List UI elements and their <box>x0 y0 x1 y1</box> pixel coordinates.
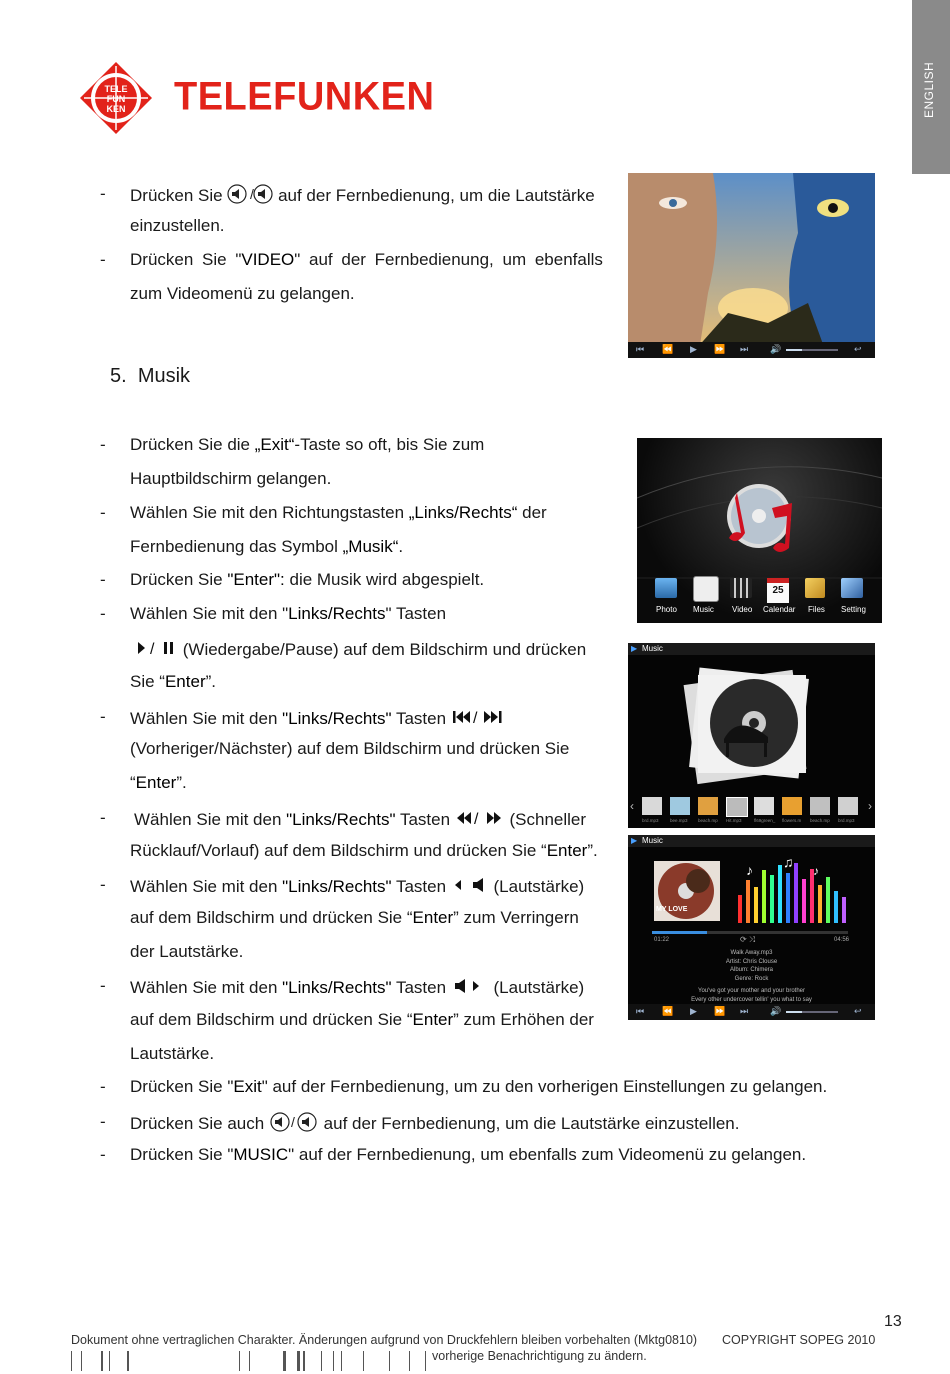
file-thumbnail[interactable] <box>838 797 858 815</box>
music-step-5: Wählen Sie mit den "Links/Rechts" Tasten / <box>130 707 505 729</box>
music-step-10: Drücken Sie auch / auf der Fernbedienung, um die Lautstärke einzustellen. <box>130 1114 740 1133</box>
photo-menu-icon[interactable] <box>655 578 677 598</box>
play-icon: ▶ <box>690 344 697 354</box>
menu-label-calendar: Calendar <box>763 605 796 614</box>
rewind-forward-icon <box>455 808 505 828</box>
footer-copyright: COPYRIGHT SOPEG 2010 <box>722 1333 876 1347</box>
time-elapsed: 01:22 <box>654 937 670 943</box>
svg-text:/: / <box>290 1114 295 1130</box>
playback-control-bar <box>628 342 875 358</box>
music-player-title: Music <box>642 836 663 845</box>
scroll-right-icon[interactable]: › <box>868 799 872 813</box>
repeat-shuffle-icon[interactable]: ⟳ ⤨ <box>740 935 756 944</box>
bullet-dash: - <box>100 184 106 203</box>
music-step-2-line2: Fernbedienung das Symbol „Musik“. <box>130 537 404 556</box>
video-playback-screenshot <box>628 173 875 358</box>
track-info <box>628 949 875 1004</box>
telefunken-logo-emblem <box>78 60 154 136</box>
language-tab-label: ENGLISH <box>922 61 936 118</box>
music-player-screenshot <box>628 835 875 1020</box>
file-thumbnail[interactable] <box>642 797 662 815</box>
music-step-8: Wählen Sie mit den "Links/Rechts" Tasten (Lautstärke) <box>130 978 585 997</box>
music-step-3: Drücken Sie "Enter": die Musik wird abgespielt. <box>130 570 485 589</box>
music-step-4: Wählen Sie mit den "Links/Rechts" Tasten <box>130 604 447 623</box>
music-step-8-line2: auf dem Bildschirm und drücken Sie “Enter” zum Erhöhen der <box>130 1010 594 1029</box>
play-pause-icon <box>134 638 178 658</box>
bullet-dash: - <box>100 1077 106 1096</box>
fast-forward-icon[interactable]: ⏩ <box>714 1006 726 1016</box>
footer-line2: vorherige Benachrichtigung zu ändern. <box>432 1349 647 1363</box>
svg-text:KEN: KEN <box>106 104 126 114</box>
intro-bullet-1: Drücken Sie / auf der Fernbedienung, um die Lautstärke <box>130 186 595 205</box>
music-step-5-line2: (Vorheriger/Nächster) auf dem Bildschirm und drücken Sie <box>130 739 570 758</box>
lyric-line-1: You've got your mother and your brother <box>698 988 805 994</box>
album-art-label: MY LOVE <box>656 906 688 913</box>
track-genre: Genre: Rock <box>734 975 769 982</box>
music-step-6: Wählen Sie mit den "Links/Rechts" Tasten / (Schneller <box>134 810 587 829</box>
bullet-dash: - <box>100 250 106 269</box>
files-menu-icon[interactable] <box>805 578 825 598</box>
music-browser-screenshot: ▶ Music ‹ › brd.mp3 bee.mp3 beach.mp Hit.mp3 fl69green_ flowers.m beach.mp brd.mp3 <box>628 643 875 828</box>
track-album: Album: Chimera <box>729 967 773 973</box>
fast-forward-icon: ⏩ <box>714 344 726 354</box>
bullet-dash: - <box>100 875 106 894</box>
movie-poster-image <box>628 173 875 358</box>
intro-bullet-1-line2: einzustellen. <box>130 216 225 235</box>
play-icon[interactable]: ▶ <box>690 1006 697 1016</box>
menu-label-files: Files <box>808 605 825 614</box>
section-heading: 5. Musik <box>110 365 191 387</box>
volume-down-icon <box>227 184 273 204</box>
main-menu-screenshot <box>637 438 882 623</box>
music-step-7: Wählen Sie mit den "Links/Rechts" Tasten (Lautstärke) <box>130 877 585 896</box>
language-tab <box>912 0 950 174</box>
music-browser-title: Music <box>642 644 663 653</box>
svg-text:/: / <box>150 641 155 658</box>
svg-text:♪: ♪ <box>813 864 819 878</box>
intro-bullet-2: Drücken Sie "VIDEO" auf der Fernbedienung, um ebenfalls <box>130 250 603 269</box>
music-step-4-line3: Sie “Enter”. <box>130 672 216 691</box>
return-icon: ↩ <box>854 344 862 354</box>
previous-icon: ⏮ <box>636 344 645 354</box>
bullet-dash: - <box>100 570 106 589</box>
music-step-1-line2: Hauptbildschirm gelangen. <box>130 469 332 488</box>
music-step-8-line3: Lautstärke. <box>130 1044 215 1063</box>
file-thumbnail-selected[interactable] <box>726 797 748 817</box>
intro-bullet-2-line2: zum Videomenü zu gelangen. <box>130 284 355 303</box>
music-step-6-line2: Rücklauf/Vorlauf) auf dem Bildschirm und drücken Sie “Enter”. <box>130 841 598 860</box>
return-icon[interactable]: ↩ <box>854 1006 862 1016</box>
file-thumbnail[interactable] <box>810 797 830 815</box>
svg-text:/: / <box>250 186 255 202</box>
bullet-dash: - <box>100 976 106 995</box>
volume-icon[interactable]: 🔊 <box>770 1006 782 1016</box>
volume-down-arrow-icon <box>451 875 489 895</box>
bullet-dash: - <box>100 503 106 522</box>
file-thumbnail-strip <box>642 797 862 817</box>
volume-slider <box>786 349 838 351</box>
rewind-icon: ⏪ <box>662 344 674 354</box>
file-thumbnail[interactable] <box>754 797 774 815</box>
volume-icon: 🔊 <box>770 344 782 354</box>
rewind-icon[interactable]: ⏪ <box>662 1006 674 1016</box>
volume-up-down-icon <box>269 1112 319 1132</box>
bullet-dash: - <box>100 604 106 623</box>
volume-slider[interactable] <box>786 1011 838 1013</box>
page-number: 13 <box>884 1313 902 1330</box>
file-thumbnail[interactable] <box>782 797 802 815</box>
music-step-5-line3: “Enter”. <box>130 773 187 792</box>
music-step-11: Drücken Sie "MUSIC" auf der Fernbedienung, um ebenfalls zum Videomenü zu gelangen. <box>130 1145 807 1164</box>
calendar-menu-icon[interactable]: 25 <box>767 578 789 603</box>
music-step-9: Drücken Sie "Exit" auf der Fernbedienung, um zu den vorherigen Einstellungen zu gelangen. <box>130 1077 828 1096</box>
barcode-marks <box>71 1351 431 1371</box>
menu-label-setting: Setting <box>841 605 866 614</box>
bullet-dash: - <box>100 1145 106 1164</box>
previous-icon[interactable]: ⏮ <box>636 1006 645 1016</box>
music-step-7-line3: der Lautstärke. <box>130 942 244 961</box>
svg-text:♫: ♫ <box>783 854 794 870</box>
svg-text:♪: ♪ <box>746 862 753 878</box>
svg-text:/: / <box>473 811 479 828</box>
footer-disclaimer: Dokument ohne vertraglichen Charakter. Änderungen aufgrund von Druckfehlern bleiben vorbehalten (Mktg0810) <box>71 1333 698 1347</box>
track-name: Walk Away.mp3 <box>730 950 773 956</box>
svg-text:TELE: TELE <box>104 84 128 94</box>
volume-up-arrow-icon <box>451 976 489 996</box>
next-icon: ⏭ <box>740 344 749 354</box>
file-thumbnail[interactable] <box>698 797 718 815</box>
menu-label-video: Video <box>732 605 753 614</box>
music-step-1: Drücken Sie die „Exit“-Taste so oft, bis Sie zum <box>130 435 485 454</box>
time-total: 04:56 <box>834 937 850 943</box>
scroll-left-icon[interactable]: ‹ <box>630 799 634 813</box>
setting-menu-icon[interactable] <box>841 578 863 598</box>
music-step-2: Wählen Sie mit den Richtungstasten „Links/Rechts“ der <box>130 503 547 522</box>
menu-label-photo: Photo <box>656 605 677 614</box>
menu-label-music: Music <box>693 605 714 614</box>
track-artist: Artist: Chris Clouse <box>725 958 778 965</box>
music-step-7-line2: auf dem Bildschirm und drücken Sie “Enter” zum Verringern <box>130 908 579 927</box>
bullet-dash: - <box>100 1112 106 1131</box>
video-menu-icon[interactable] <box>730 578 752 598</box>
bullet-dash: - <box>100 707 106 726</box>
bullet-dash: - <box>100 435 106 454</box>
previous-next-icon <box>451 707 505 727</box>
svg-text:/: / <box>472 710 478 727</box>
music-title-arrow-icon: ▶ <box>631 836 638 845</box>
svg-text:FUN: FUN <box>106 94 126 104</box>
next-icon[interactable]: ⏭ <box>740 1006 749 1016</box>
bullet-dash: - <box>100 808 106 827</box>
file-thumbnail[interactable] <box>670 797 690 815</box>
progress-bar[interactable] <box>652 931 848 934</box>
lyric-line-2: Every other undercover tellin' you what to say <box>691 996 812 1003</box>
music-menu-icon[interactable] <box>693 576 719 602</box>
playback-control-bar <box>628 1004 875 1020</box>
brand-name: TELEFUNKEN <box>174 74 435 120</box>
music-step-4-line2: / (Wiedergabe/Pause) auf dem Bildschirm und drücken <box>134 638 586 660</box>
music-title-arrow-icon: ▶ <box>631 644 638 653</box>
